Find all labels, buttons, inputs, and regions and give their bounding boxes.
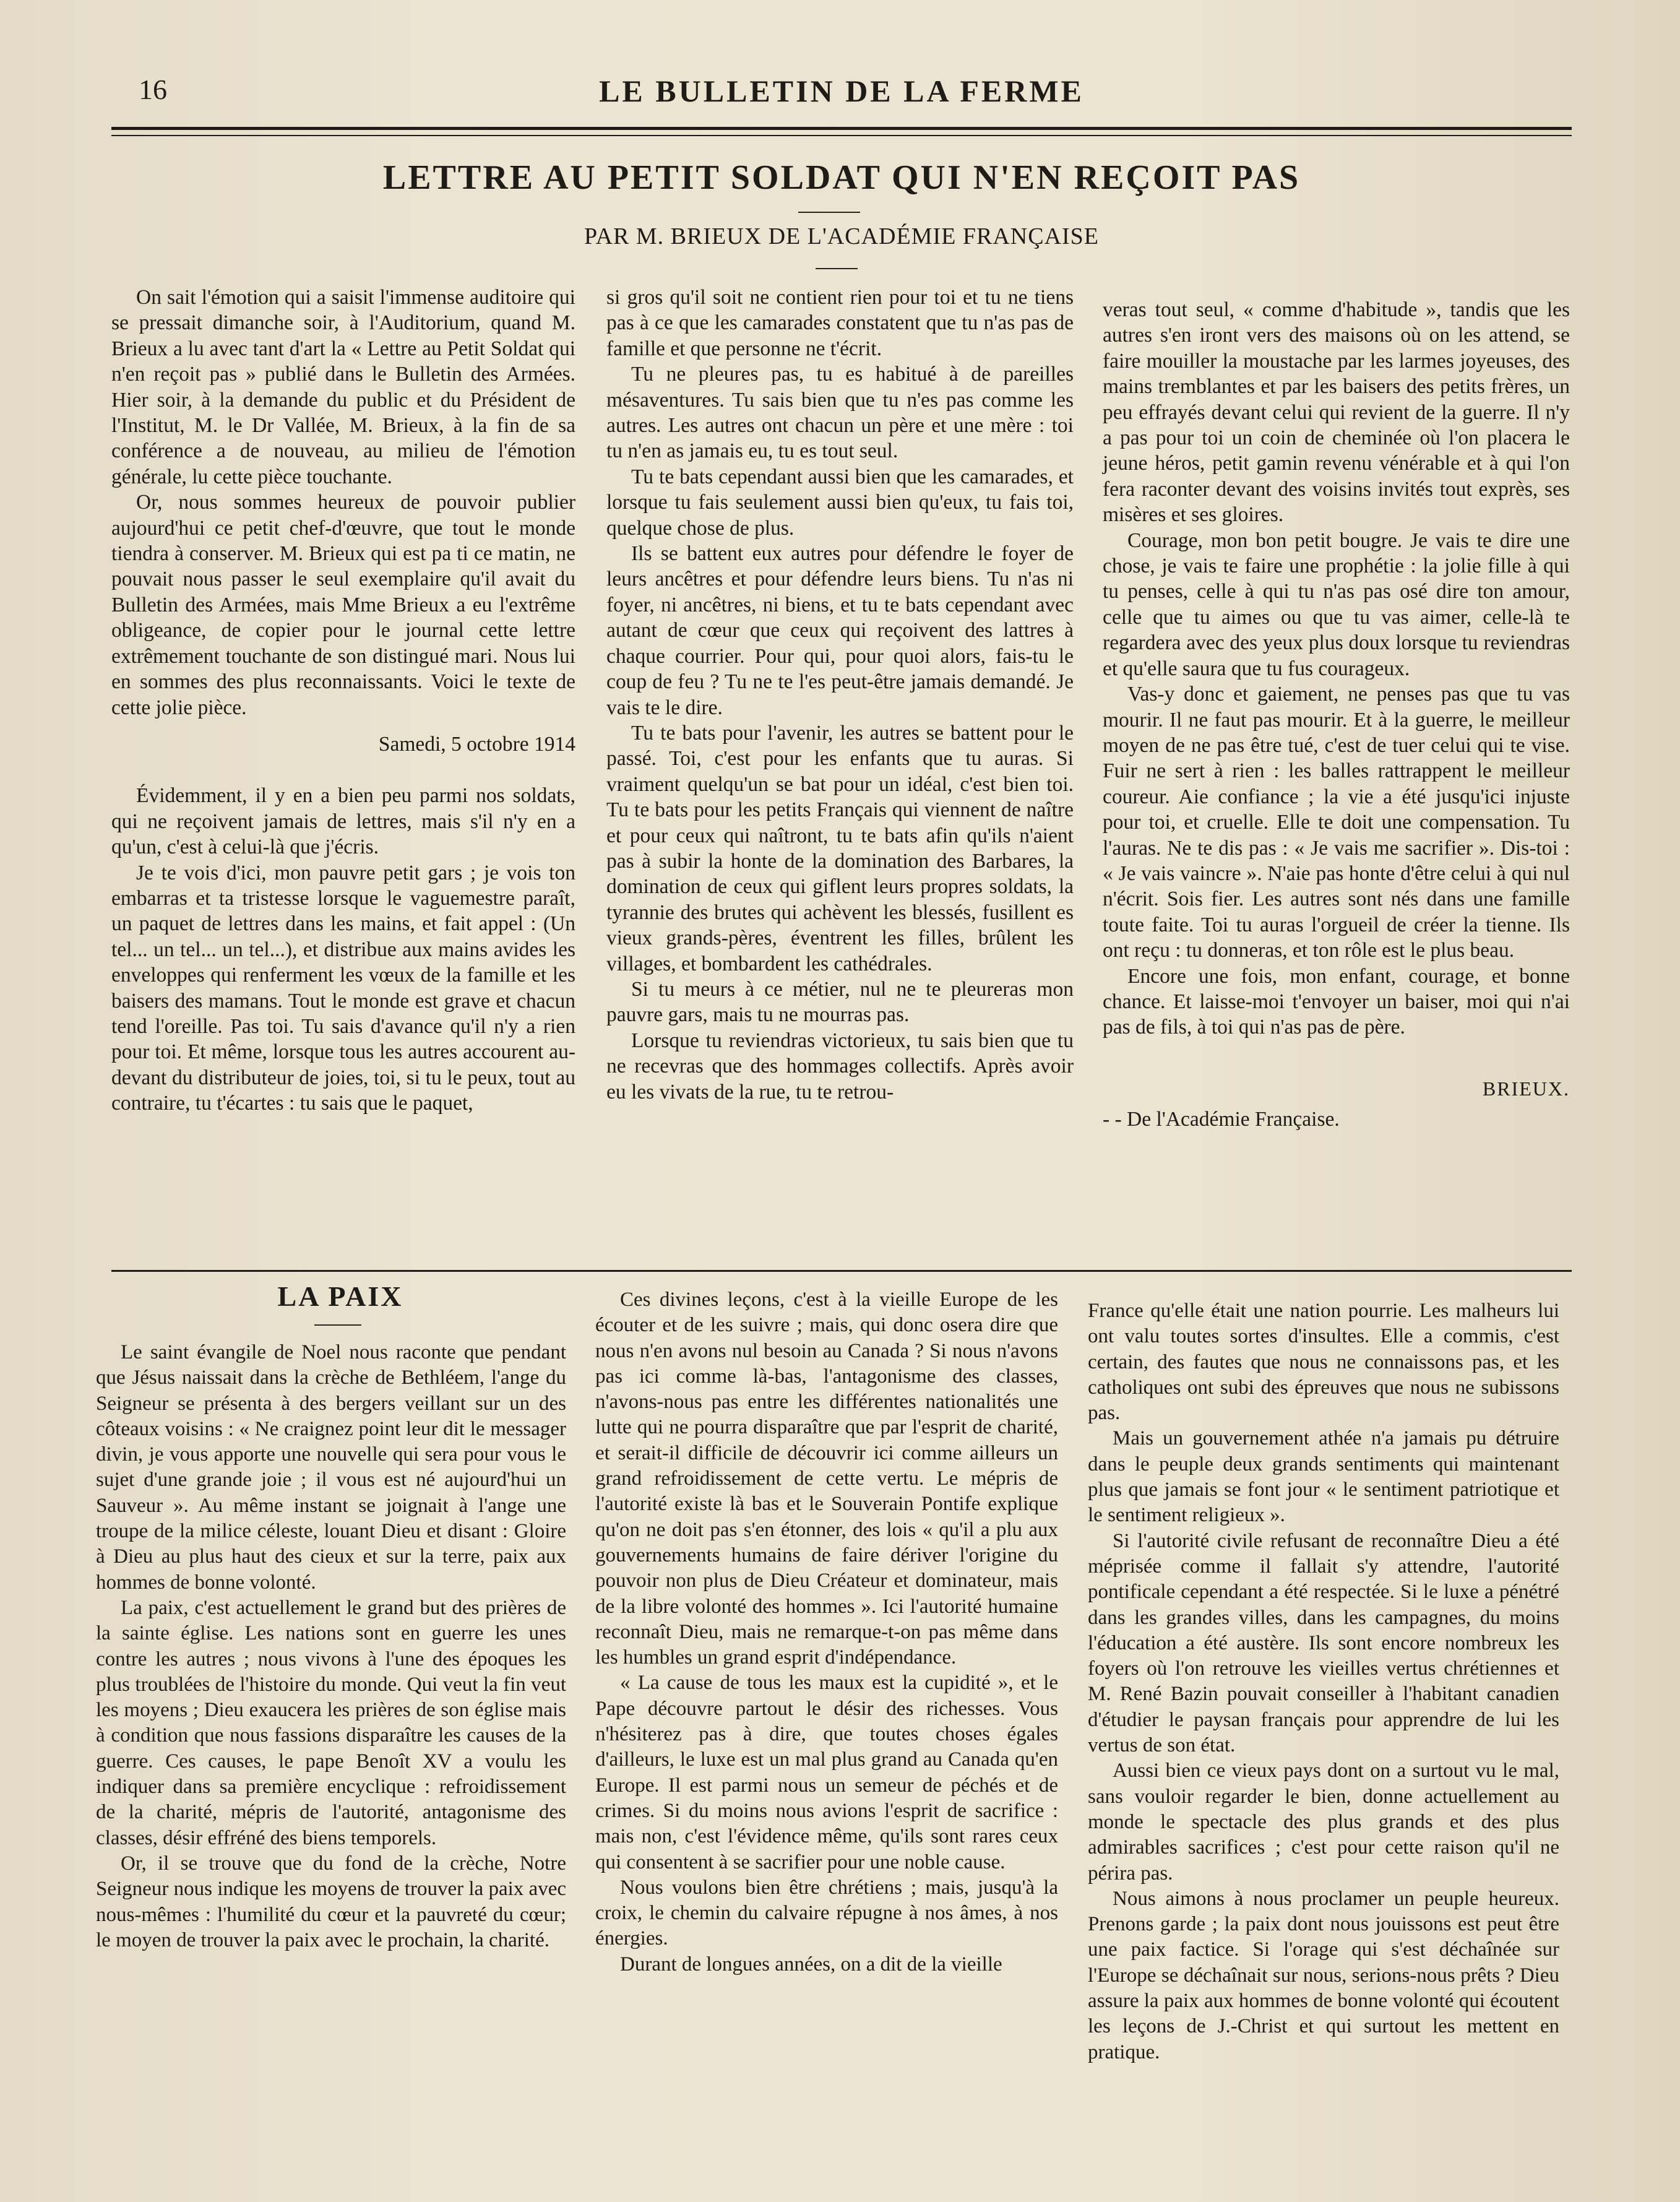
page-header <box>111 67 1572 123</box>
paragraph: France qu'elle était une nation pourrie. Les malheurs lui ont valu toutes sortes d'insultes. Elle a commis, c'est certain, des fautes que nous ne connaissons pas, et les catholiques ont subi des épreuves que nous ne subissons pas. <box>1088 1300 1559 1425</box>
paragraph: Vas-y donc et gaiement, ne penses pas que tu vas mourir. Il ne faut pas mourir. Et à la guerre, le meilleur moyen de ne pas être tué, c'est de tuer celui qui te vise. Fuir ne sert à rien : les balles rattrappent le meilleur coureur. Aie confiance ; la vie a été jusqu'ici injuste pour toi, et cruelle. Elle te doit une compensation. Tu l'auras. Ne te dis pas : « Je vais me sacrifier ». Dis-toi : « Je vais vaincre ». N'aie pas honte d'être celui à qui nul n'écrit. Sois fier. Les autres sont nés dans une famille toute faite. Toi tu auras l'orgueil de créer la tienne. Ils ont reçu : tu donneras, et ton rôle est le plus beau. <box>1103 683 1570 962</box>
paragraph: Tu ne pleures pas, tu es habitué à de pareilles mésaventures. Tu sais bien que tu n'es pas comme les autres. Les autres ont chacun un père et une mère : toi tu n'en as jamais eu, tu es tout seul. <box>606 363 1074 463</box>
paragraph: Or, nous sommes heureux de pouvoir publier aujourd'hui ce petit chef-d'œuvre, que tout le monde tiendra à conserver. M. Brieux qui est pa ti ce matin, ne pouvait nous passer le seul exemplaire qu'il avait du Bulletin des Armées, mais Mme Brieux a eu l'extrême obligeance, de copier pour le journal cette lettre extrêmement touchante de son distingué mari. Nous lui en sommes des plus reconnaissants. Voici le texte de cette jolie pièce. <box>111 491 575 719</box>
paragraph: Ces divines leçons, c'est à la vieille Europe de les écouter et de les suivre ; mais, qui donc osera dire que nous n'en avons nul besoin au Canada ? Si nous n'avons pas ici comme là-bas, l'antagonisme des classes, n'avons-nous pas entre les différentes nationalités une lutte qui ne pourra disparaître que par l'esprit de charité, et serait-il difficile de découvrir ici comme ailleurs un grand refroidissement de cette vertu. Le mépris de l'autorité existe là bas et le Souverain Pontife explique qu'on ne doit pas s'en étonner, des lois « qu'il a plu aux gouvernements humains de faire dériver l'origine du pouvoir non plus de Dieu Créateur et dominateur, mais de la libre volonté des hommes ». Ici l'autorité humaine reconnaît Dieu, mais ne remarque-t-on pas même dans les humbles un grand esprit d'indépendance. <box>595 1289 1058 1669</box>
paragraph: Encore une fois, mon enfant, courage, et bonne chance. Et laisse-moi t'envoyer un baiser, moi qui n'ai pas de fils, à toi qui n'as pas de père. <box>1103 964 1570 1039</box>
paragraph: Le saint évangile de Noel nous raconte que pendant que Jésus naissait dans la crèche de Bethléem, l'ange du Seigneur se présenta à des bergers veillant sur un des côteaux voisins : « Ne craignez point leur dit le messager divin, je vous apporte une nouvelle qui sera pour vous le sujet d'une grande joie ; il vous est né aujourd'hui un Sauveur ». Au même instant se joignait à l'ange une troupe de la milice céleste, louant Dieu et disant : Gloire à Dieu au plus haut des cieux et sur la terre, paix aux hommes de bonne volonté. <box>96 1341 566 1594</box>
article2-column-2 <box>595 1287 1058 1977</box>
article-column-1 <box>111 285 575 1116</box>
dateline: Samedi, 5 octobre 1914 <box>378 732 575 756</box>
paragraph: Si l'autorité civile refusant de reconnaître Dieu a été méprisée comme il fallait s'y attendre, l'autorité pontificale cependant a été respectée. Si le luxe a pénétré dans les grandes villes, dans les campagnes, du moins l'éducation a été austère. Ils sont encore nombreux les foyers où l'on retrouve les vieilles vertus chrétiennes et M. René Bazin pouvait conseiller à l'habitant canadien d'étudier le paysan français pour apprendre de lui les vertus de son état. <box>1088 1529 1559 1757</box>
paragraph: Tu te bats pour l'avenir, les autres se battent pour le passé. Toi, c'est pour les enfants que tu auras. Si vraiment quelqu'un se bat pour un idéal, c'est bien toi. Tu te bats pour les petits Français qui viennent de naître et pour ceux qui naîtront, tu te bats afin qu'ils n'aient pas à subir la honte de la domination des Barbares, la domination de ceux qui giflent leurs propres soldats, la tyrannie des brutes qui achèvent les blessés, fusillent es vieux grands-pères, éventrent les filles, brûlent les villages, et bombardent les cathédrales. <box>606 721 1074 975</box>
article2-column-3 <box>1088 1298 1559 2065</box>
article-column-3 <box>1103 297 1570 1133</box>
paragraph: « La cause de tous les maux est la cupidité », et le Pape découvre partout le désir des richesses. Vous n'hésiterez pas à dire, que toutes choses égales d'ailleurs, le luxe est un mal plus grand au Canada qu'en Europe. Il est parmi nous un semeur de péchés et de crimes. Si du moins nous avions l'esprit de sacrifice : mais non, c'est l'évidence même, qu'ils sont rares ceux qui consentent à se sacrifier pour une noble cause. <box>595 1672 1058 1873</box>
paragraph: On sait l'émotion qui a saisit l'immense auditoire qui se pressait dimanche soir, à l'Auditorium, quand M. Brieux a lu avec tant d'art la « Lettre au Petit Soldat qui n'en reçoit pas » publié dans le Bulletin des Armées. Hier soir, à la demande du public et du Président de l'Institut, M. le Dr Vallée, M. Brieux, à la fin de sa conférence a de nouveau, au milieu de l'émotion générale, lu cette pièce touchante. <box>111 286 575 488</box>
paragraph: Nous voulons bien être chrétiens ; mais, jusqu'à la croix, le chemin du calvaire répugne à nos âmes, à nos énergies. <box>595 1876 1058 1950</box>
section-title: LA PAIX <box>277 1280 403 1312</box>
paragraph: Courage, mon bon petit bougre. Je vais te dire une chose, je vais te faire une prophétie : la jolie fille à qui tu penses, celle à qui tu n'as pas osé dire ton amour, celle que tu aimes ou que tu vas aimer, celle-là te regardera avec des yeux plus doux lorsque tu reviendras et qu'elle saura que tu fus courageux. <box>1103 529 1570 680</box>
article-title: LETTRE AU PETIT SOLDAT QUI N'EN REÇOIT PAS <box>382 158 1301 197</box>
article-column-2 <box>606 285 1074 1105</box>
journal-title: LE BULLETIN DE LA FERME <box>599 74 1084 108</box>
paragraph: Mais un gouvernement athée n'a jamais pu détruire dans le peuple deux grands sentiments qui maintenant plus que jamais se font jour « le sentiment patriotique et le sentiment religieux ». <box>1088 1427 1559 1527</box>
title-divider <box>798 212 860 213</box>
page-number: 16 <box>139 74 167 105</box>
paragraph: Si tu meurs à ce métier, nul ne te pleureras mon pauvre gars, mais tu ne mourras pas. <box>606 977 1074 1027</box>
article-byline: PAR M. BRIEUX DE L'ACADÉMIE FRANÇAISE <box>584 223 1100 249</box>
paragraph: Lorsque tu reviendras victorieux, tu sais bien que tu ne recevras que des hommages collectifs. Après avoir eu les vivats de la rue, tu te retrou- <box>606 1029 1074 1103</box>
paragraph: si gros qu'il soit ne contient rien pour toi et tu ne tiens pas à ce que les camarades constatent que tu n'as pas de famille et que personne ne t'écrit. <box>606 286 1074 360</box>
signature-affiliation: - - De l'Académie Française. <box>1103 1108 1340 1131</box>
paragraph: Je te vois d'ici, mon pauvre petit gars ; je vois ton embarras et ta tristesse lorsque le vaguemestre paraît, un paquet de lettres dans les mains, et fait appel : (Un tel... un tel... un tel...), et distribue aux mains avides les enveloppes qui renferment les vœux de la famille et les baisers des mamans. Tout le monde est grave et chacun tend l'oreille. Pas toi. Tu sais d'avance qu'il n'y a rien pour toi. Et même, lorsque tous les autres accourent au-devant du distributeur de joies, toi, si tu le peux, tout au contraire, tu t'écartes : tu sais que le paquet, <box>111 861 575 1115</box>
header-rule <box>111 127 1572 136</box>
paragraph: Durant de longues années, on a dit de la vieille <box>620 1953 1002 1975</box>
article2-column-1 <box>96 1340 566 1953</box>
paragraph: Ils se battent eux autres pour défendre le foyer de leurs ancêtres et pour défendre leurs biens. Tu n'as ni foyer, ni ancêtres, ni biens, et tu te bats cependant avec autant de cœur que ceux qui reçoivent des lattres à chaque courrier. Pour qui, pour quoi alors, fais-tu le coup de feu ? Tu ne te l'es peut-être jamais demandé. Je vais te le dire. <box>606 542 1074 719</box>
paragraph: La paix, c'est actuellement le grand but des prières de la sainte église. Les nations sont en guerre les unes contre les autres ; nous vivons à l'une des époques les plus troublées de l'histoire du monde. Qui veut la fin veut les moyens ; Dieu exaucera les prières de son église mais à condition que nous fassions disparaître les causes de la guerre. Ces causes, le pape Benoît XV a voulu les indiquer dans sa première encyclique : refroidissement de la charité, mépris de l'autorité, antagonisme des classes, désir effréné des biens temporels. <box>96 1596 566 1849</box>
section-title-divider <box>314 1324 361 1326</box>
section-divider <box>111 1270 1572 1272</box>
paragraph: Évidemment, il y en a bien peu parmi nos soldats, qui ne reçoivent jamais de lettres, mais s'il n'y en a qu'un, c'est à celui-là que j'écris. <box>111 784 575 859</box>
paragraph: Aussi bien ce vieux pays dont on a surtout vu le mal, sans vouloir regarder le bien, donne actuellement au monde le spectacle des plus grands et des plus admirables sacrifices ; c'est pour cette raison qu'il ne périra pas. <box>1088 1759 1559 1885</box>
paragraph: veras tout seul, « comme d'habitude », tandis que les autres s'en iront vers des maisons où on les attend, se faire mouiller la moustache par les larmes joyeuses, des mains tremblantes et par les baisers des petits frères, un peu effrayés devant celui qui revient de la guerre. Il n'y a pas pour toi un coin de cheminée où l'on placera le jeune héros, petit gamin revenu vénérable et à qui l'on fera raconter devant des voisins invités tout exprès, ses misères et ses gloires. <box>1103 298 1570 527</box>
paragraph: Nous aimons à nous proclamer un peuple heureux. Prenons garde ; la paix dont nous jouissons est peut être une paix factice. Si l'orage qui s'est déchaînée sur l'Europe se déchaînait sur nous, serions-nous prêts ? Dieu assure la paix aux hommes de bonne volonté qui écoutent les leçons de J.-Christ et qui surtout les mettent en pratique. <box>1088 1887 1559 2063</box>
byline-divider <box>816 268 858 269</box>
paragraph: Tu te bats cependant aussi bien que les camarades, et lorsque tu fais seulement aussi bien qu'eux, tu fais toi, quelque chose de plus. <box>606 465 1074 540</box>
paragraph: Or, il se trouve que du fond de la crèche, Notre Seigneur nous indique les moyens de trouver la paix avec nous-mêmes : l'humilité du cœur et la pauvreté du cœur; le moyen de trouver la paix avec le prochain, la charité. <box>96 1852 566 1951</box>
signature: BRIEUX. <box>1482 1077 1570 1100</box>
